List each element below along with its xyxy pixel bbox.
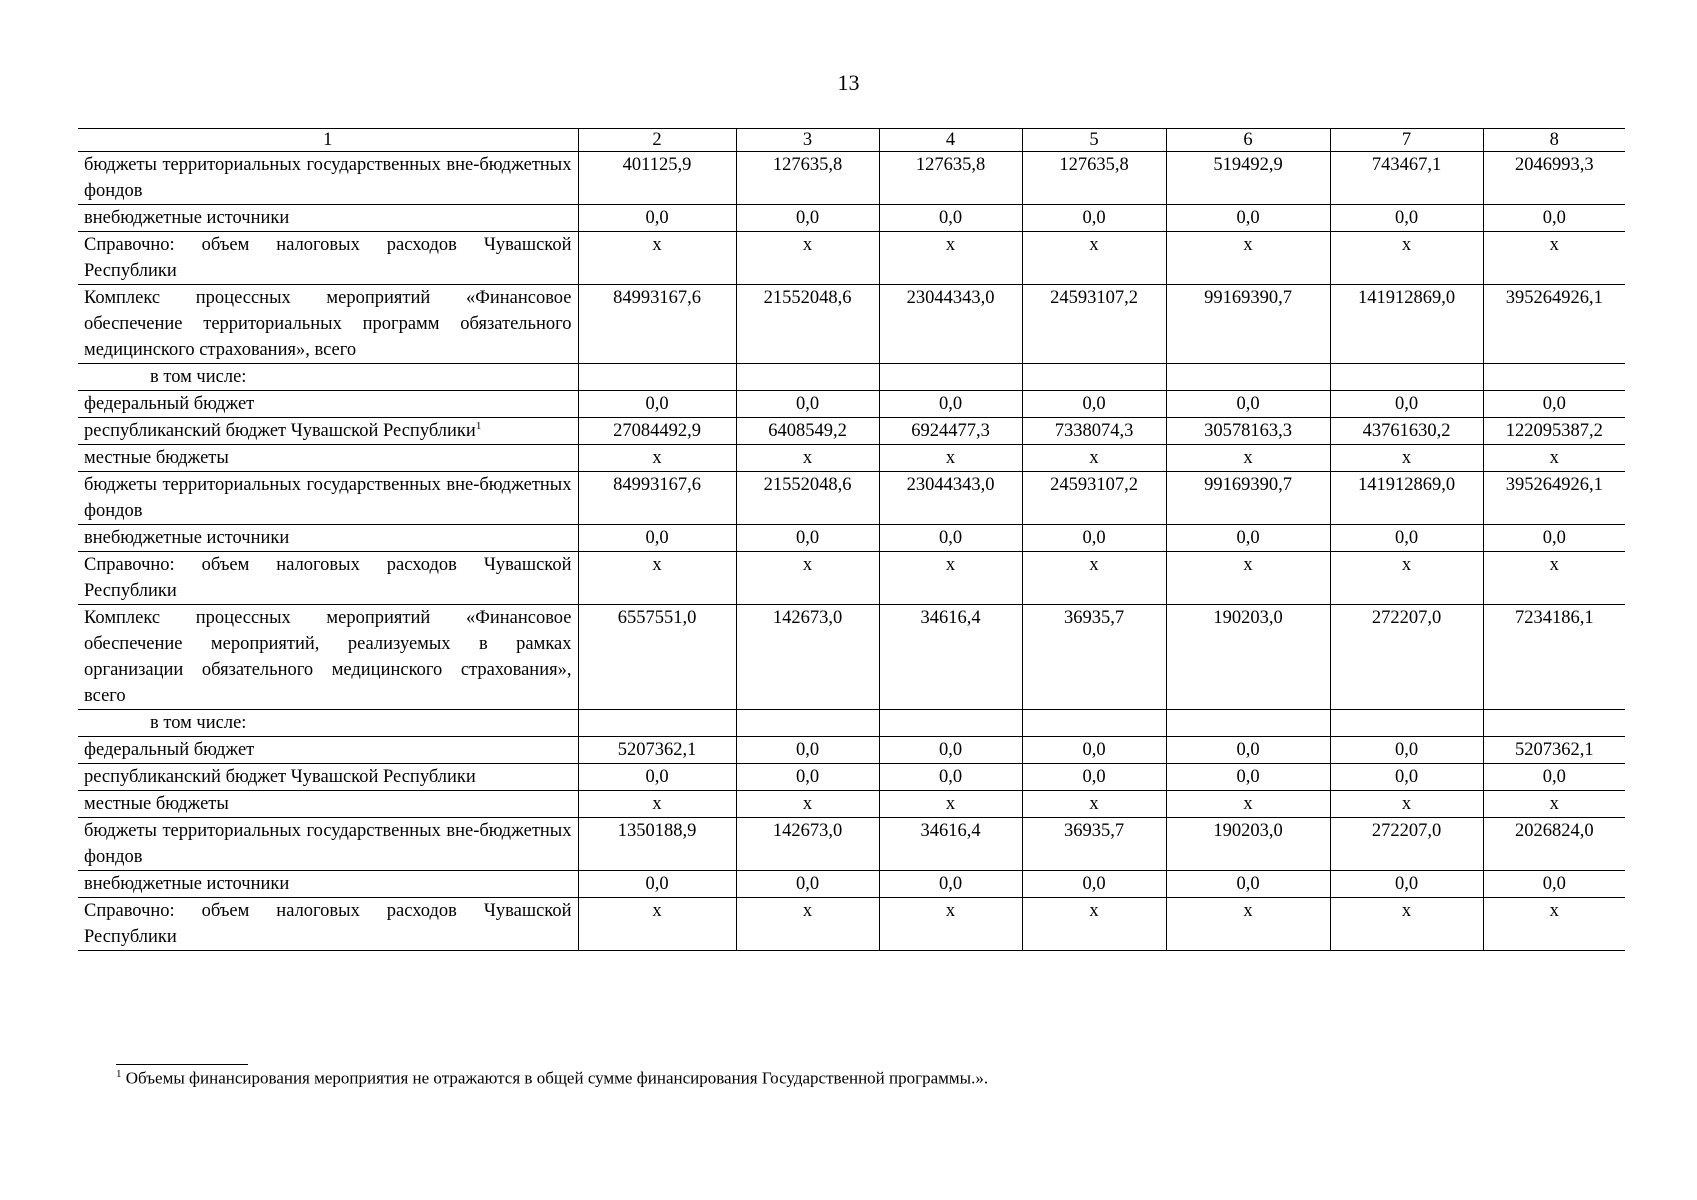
value-cell — [1483, 710, 1625, 737]
row-label-text: местные бюджеты — [84, 794, 229, 814]
column-header: 4 — [879, 129, 1022, 152]
row-label — [78, 737, 578, 764]
row-label — [78, 472, 578, 525]
value-cell: х — [1483, 791, 1625, 818]
table-row — [78, 364, 1625, 391]
value-cell: х — [879, 445, 1022, 472]
row-label-text: Справочно: объем налоговых расходов Чувашской Республики — [84, 901, 572, 947]
value-cell — [1166, 710, 1330, 737]
table-row — [78, 232, 1625, 285]
table-row — [78, 525, 1625, 552]
value-cell: 2046993,3 — [1483, 152, 1625, 205]
value-cell: х — [1022, 791, 1166, 818]
table-body — [78, 129, 1625, 951]
value-cell: 36935,7 — [1022, 818, 1166, 871]
value-cell: х — [879, 232, 1022, 285]
value-cell: 142673,0 — [736, 605, 879, 710]
value-cell: х — [879, 552, 1022, 605]
value-cell: 27084492,9 — [578, 418, 736, 445]
value-cell: 0,0 — [1330, 391, 1483, 418]
value-cell: 190203,0 — [1166, 818, 1330, 871]
value-cell: х — [1483, 552, 1625, 605]
column-header: 8 — [1483, 129, 1625, 152]
table-row — [78, 152, 1625, 205]
value-cell: 21552048,6 — [736, 472, 879, 525]
value-cell: 0,0 — [1022, 391, 1166, 418]
row-label — [78, 791, 578, 818]
row-label-text: Комплекс процессных мероприятий «Финансовое обеспечение мероприятий, реализуемых в рамках организации обязательного медицинского страхования», всего — [84, 608, 572, 706]
value-cell: х — [578, 898, 736, 951]
value-cell: х — [1330, 791, 1483, 818]
value-cell: х — [578, 445, 736, 472]
row-label — [78, 418, 578, 445]
value-cell: х — [736, 552, 879, 605]
value-cell: 0,0 — [1330, 871, 1483, 898]
value-cell — [879, 710, 1022, 737]
table-header-row — [78, 129, 1625, 152]
footnote-separator — [116, 1064, 248, 1065]
value-cell: х — [1166, 445, 1330, 472]
value-cell: х — [736, 445, 879, 472]
value-cell: 0,0 — [1022, 764, 1166, 791]
value-cell: х — [1166, 791, 1330, 818]
value-cell: 122095387,2 — [1483, 418, 1625, 445]
value-cell: 0,0 — [1330, 764, 1483, 791]
value-cell: 0,0 — [1483, 871, 1625, 898]
value-cell: 36935,7 — [1022, 605, 1166, 710]
value-cell: 0,0 — [1022, 871, 1166, 898]
row-label-text: Справочно: объем налоговых расходов Чувашской Республики — [84, 555, 572, 601]
table-row — [78, 710, 1625, 737]
value-cell: 34616,4 — [879, 605, 1022, 710]
row-label-text: бюджеты территориальных государственных вне-бюджетных фондов — [84, 821, 572, 867]
row-label-text: внебюджетные источники — [84, 528, 290, 548]
value-cell: х — [1330, 232, 1483, 285]
value-cell: 401125,9 — [578, 152, 736, 205]
table-row — [78, 764, 1625, 791]
value-cell: х — [1022, 898, 1166, 951]
value-cell: 142673,0 — [736, 818, 879, 871]
value-cell: 24593107,2 — [1022, 285, 1166, 364]
value-cell: 141912869,0 — [1330, 285, 1483, 364]
budget-table — [78, 128, 1625, 951]
value-cell: х — [1022, 445, 1166, 472]
value-cell: 0,0 — [736, 391, 879, 418]
table-row — [78, 418, 1625, 445]
value-cell — [1483, 364, 1625, 391]
row-label — [78, 552, 578, 605]
value-cell: 127635,8 — [1022, 152, 1166, 205]
row-label-text: республиканский бюджет Чувашской Республики — [84, 767, 476, 787]
value-cell: 5207362,1 — [1483, 737, 1625, 764]
page-number: 13 — [837, 70, 860, 95]
value-cell: 0,0 — [1330, 205, 1483, 232]
row-label — [78, 232, 578, 285]
value-cell: 7338074,3 — [1022, 418, 1166, 445]
value-cell: х — [736, 898, 879, 951]
value-cell: 0,0 — [879, 871, 1022, 898]
value-cell: 0,0 — [879, 205, 1022, 232]
value-cell — [736, 364, 879, 391]
value-cell: 272207,0 — [1330, 818, 1483, 871]
value-cell: 2026824,0 — [1483, 818, 1625, 871]
value-cell — [879, 364, 1022, 391]
row-label-text: бюджеты территориальных государственных вне-бюджетных фондов — [84, 475, 572, 521]
value-cell: 272207,0 — [1330, 605, 1483, 710]
value-cell: 395264926,1 — [1483, 285, 1625, 364]
value-cell: 0,0 — [736, 871, 879, 898]
column-header: 5 — [1022, 129, 1166, 152]
value-cell: х — [1483, 898, 1625, 951]
value-cell — [1022, 364, 1166, 391]
value-cell: х — [1166, 898, 1330, 951]
value-cell: 0,0 — [578, 525, 736, 552]
value-cell: 43761630,2 — [1330, 418, 1483, 445]
value-cell: 34616,4 — [879, 818, 1022, 871]
value-cell — [1022, 710, 1166, 737]
value-cell: 6408549,2 — [736, 418, 879, 445]
footnote-text: Объемы финансирования мероприятия не отражаются в общей сумме финансирования Государственной программы.». — [121, 1068, 989, 1088]
value-cell: 0,0 — [1166, 205, 1330, 232]
row-label — [78, 710, 578, 737]
column-header: 7 — [1330, 129, 1483, 152]
value-cell: 0,0 — [736, 764, 879, 791]
row-label — [78, 445, 578, 472]
row-label — [78, 391, 578, 418]
table-row — [78, 552, 1625, 605]
value-cell: 0,0 — [879, 525, 1022, 552]
value-cell: 0,0 — [736, 205, 879, 232]
value-cell: 30578163,3 — [1166, 418, 1330, 445]
value-cell — [578, 364, 736, 391]
value-cell: 0,0 — [1022, 205, 1166, 232]
table-row — [78, 791, 1625, 818]
row-label — [78, 871, 578, 898]
value-cell: 0,0 — [1166, 391, 1330, 418]
column-header: 2 — [578, 129, 736, 152]
value-cell: 1350188,9 — [578, 818, 736, 871]
value-cell — [1166, 364, 1330, 391]
column-header: 1 — [78, 129, 578, 152]
value-cell: х — [1483, 232, 1625, 285]
value-cell: 0,0 — [578, 205, 736, 232]
footnote-mark: 1 — [116, 1068, 122, 1080]
value-cell: 743467,1 — [1330, 152, 1483, 205]
footnote — [116, 1068, 988, 1089]
value-cell: 7234186,1 — [1483, 605, 1625, 710]
value-cell: х — [1330, 445, 1483, 472]
row-label-text: республиканский бюджет Чувашской Республики — [84, 421, 476, 441]
value-cell: 0,0 — [1483, 391, 1625, 418]
row-label-text: Справочно: объем налоговых расходов Чувашской Республики — [84, 235, 572, 281]
footnote-reference: 1 — [475, 419, 482, 432]
value-cell: х — [578, 791, 736, 818]
value-cell: 190203,0 — [1166, 605, 1330, 710]
value-cell: х — [1483, 445, 1625, 472]
value-cell: 0,0 — [1166, 871, 1330, 898]
value-cell: 0,0 — [1483, 205, 1625, 232]
value-cell: х — [736, 232, 879, 285]
value-cell: 0,0 — [736, 525, 879, 552]
value-cell: 21552048,6 — [736, 285, 879, 364]
value-cell: х — [1022, 232, 1166, 285]
value-cell: 141912869,0 — [1330, 472, 1483, 525]
table-row — [78, 898, 1625, 951]
value-cell: 84993167,6 — [578, 285, 736, 364]
value-cell: 0,0 — [1483, 525, 1625, 552]
value-cell: 84993167,6 — [578, 472, 736, 525]
value-cell: х — [578, 552, 736, 605]
table-row — [78, 605, 1625, 710]
value-cell: 0,0 — [1166, 764, 1330, 791]
value-cell: 0,0 — [1022, 525, 1166, 552]
value-cell — [736, 710, 879, 737]
value-cell: 127635,8 — [736, 152, 879, 205]
table-row — [78, 285, 1625, 364]
row-label-text: внебюджетные источники — [84, 874, 290, 894]
value-cell: 0,0 — [578, 764, 736, 791]
value-cell: 6924477,3 — [879, 418, 1022, 445]
value-cell: 6557551,0 — [578, 605, 736, 710]
row-label-text: федеральный бюджет — [84, 394, 255, 414]
value-cell: х — [1166, 552, 1330, 605]
value-cell: 23044343,0 — [879, 472, 1022, 525]
value-cell: х — [879, 898, 1022, 951]
table-row — [78, 737, 1625, 764]
value-cell: х — [1022, 552, 1166, 605]
row-label — [78, 364, 578, 391]
value-cell: 0,0 — [879, 764, 1022, 791]
column-header: 3 — [736, 129, 879, 152]
value-cell — [1330, 364, 1483, 391]
value-cell: 395264926,1 — [1483, 472, 1625, 525]
table-row — [78, 391, 1625, 418]
row-label — [78, 205, 578, 232]
value-cell: 0,0 — [1166, 525, 1330, 552]
row-label — [78, 605, 578, 710]
value-cell — [578, 710, 736, 737]
row-label-text: Комплекс процессных мероприятий «Финансовое обеспечение территориальных программ обязательного медицинского страхования», всего — [84, 288, 572, 360]
value-cell: х — [736, 791, 879, 818]
value-cell: 519492,9 — [1166, 152, 1330, 205]
value-cell: х — [1330, 898, 1483, 951]
row-label-text: бюджеты территориальных государственных вне-бюджетных фондов — [84, 155, 572, 201]
value-cell — [1330, 710, 1483, 737]
value-cell: 0,0 — [879, 391, 1022, 418]
row-label — [78, 525, 578, 552]
value-cell: х — [1330, 552, 1483, 605]
value-cell: 0,0 — [578, 871, 736, 898]
value-cell: 5207362,1 — [578, 737, 736, 764]
table-row — [78, 818, 1625, 871]
value-cell: х — [1166, 232, 1330, 285]
row-label — [78, 818, 578, 871]
value-cell: 0,0 — [1483, 764, 1625, 791]
value-cell: 0,0 — [879, 737, 1022, 764]
value-cell: 0,0 — [1166, 737, 1330, 764]
table-row — [78, 205, 1625, 232]
value-cell: 0,0 — [1330, 737, 1483, 764]
row-label — [78, 285, 578, 364]
value-cell: 0,0 — [1330, 525, 1483, 552]
value-cell: 24593107,2 — [1022, 472, 1166, 525]
row-label — [78, 152, 578, 205]
row-label — [78, 898, 578, 951]
row-label-text: в том числе: — [150, 713, 247, 733]
value-cell: х — [879, 791, 1022, 818]
row-label-text: внебюджетные источники — [84, 208, 290, 228]
value-cell: 99169390,7 — [1166, 285, 1330, 364]
value-cell: 127635,8 — [879, 152, 1022, 205]
table-row — [78, 445, 1625, 472]
value-cell: 0,0 — [578, 391, 736, 418]
row-label — [78, 764, 578, 791]
row-label-text: местные бюджеты — [84, 448, 229, 468]
value-cell: 0,0 — [1022, 737, 1166, 764]
value-cell: 23044343,0 — [879, 285, 1022, 364]
value-cell: 99169390,7 — [1166, 472, 1330, 525]
table-row — [78, 472, 1625, 525]
row-label-text: федеральный бюджет — [84, 740, 255, 760]
row-label-text: в том числе: — [150, 367, 247, 387]
column-header: 6 — [1166, 129, 1330, 152]
value-cell: х — [578, 232, 736, 285]
value-cell: 0,0 — [736, 737, 879, 764]
table-row — [78, 871, 1625, 898]
